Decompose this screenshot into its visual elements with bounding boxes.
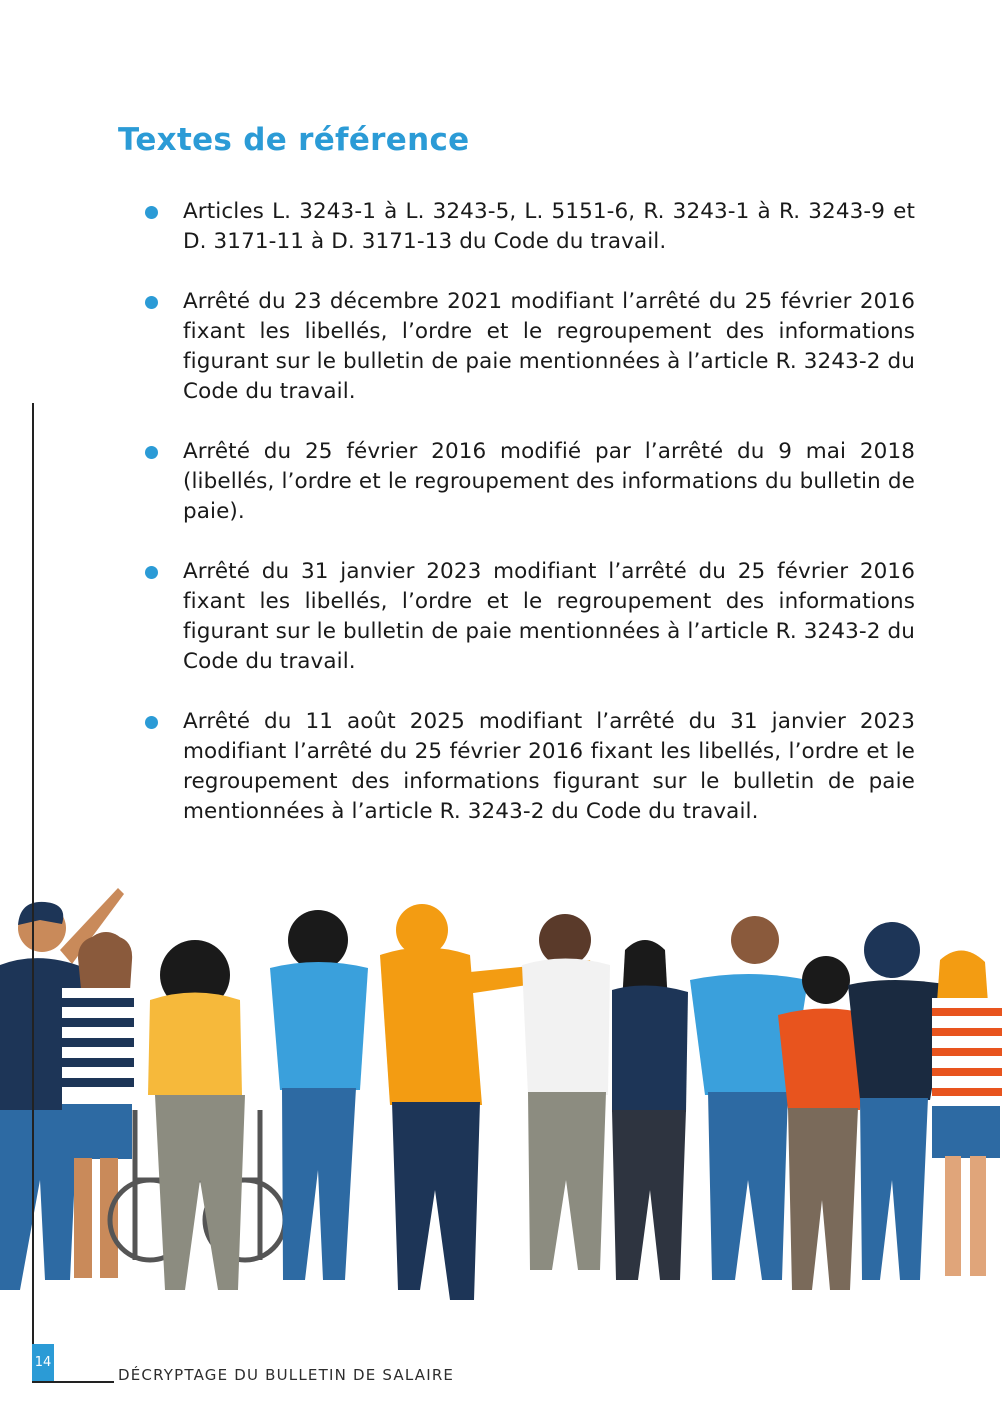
reference-item [145, 437, 915, 527]
footer-document-title: DÉCRYPTAGE DU BULLETIN DE SALAIRE [118, 1366, 455, 1384]
person-white-shirt [522, 914, 610, 1270]
page-heading: Textes de référence [118, 122, 470, 158]
bullet-icon [145, 446, 158, 459]
person-blue-shirt [270, 910, 368, 1280]
bullet-icon [145, 716, 158, 729]
bullet-icon [145, 296, 158, 309]
references-list [145, 197, 915, 857]
bullet-icon [145, 206, 158, 219]
reference-text: Articles L. 3243-1 à L. 3243-5, L. 5151-6, R. 3243-1 à R. 3243-9 et D. 3171-11 à D. 3171-13 du Code du travail. [183, 199, 915, 254]
reference-text: Arrêté du 23 décembre 2021 modifiant l’arrêté du 25 février 2016 fixant les libellés, l’ordre et le regroupement des informations figurant sur le bulletin de paie mentionnées à l’article R. 3243-2 du Code du travail. [183, 289, 915, 404]
reference-item [145, 197, 915, 257]
reference-item [145, 707, 915, 827]
bullet-icon [145, 566, 158, 579]
group-of-people-walking-icon [0, 880, 1004, 1320]
person-long-hair [612, 940, 688, 1280]
left-margin-rule [32, 403, 34, 1381]
footer-rule [32, 1381, 114, 1383]
person-orange-hair [932, 950, 1002, 1276]
reference-text: Arrêté du 31 janvier 2023 modifiant l’arrêté du 25 février 2016 fixant les libellés, l’ordre et le regroupement des informations figurant sur le bulletin de paie mentionnées à l’article R. 3243-2 du Code du travail. [183, 559, 915, 674]
reference-item [145, 287, 915, 407]
reference-text: Arrêté du 25 février 2016 modifié par l’arrêté du 9 mai 2018 (libellés, l’ordre et le regroupement des informations du bulletin de paie). [183, 439, 915, 524]
reference-text: Arrêté du 11 août 2025 modifiant l’arrêté du 31 janvier 2023 modifiant l’arrêté du 25 février 2016 fixant les libellés, l’ordre et le regroupement des informations figurant sur le bulletin de paie mentionnées à l’article R. 3243-2 du Code du travail. [183, 709, 915, 824]
person-yellow-shirt [148, 940, 245, 1290]
page-number: 14 [32, 1344, 54, 1381]
reference-item [145, 557, 915, 677]
